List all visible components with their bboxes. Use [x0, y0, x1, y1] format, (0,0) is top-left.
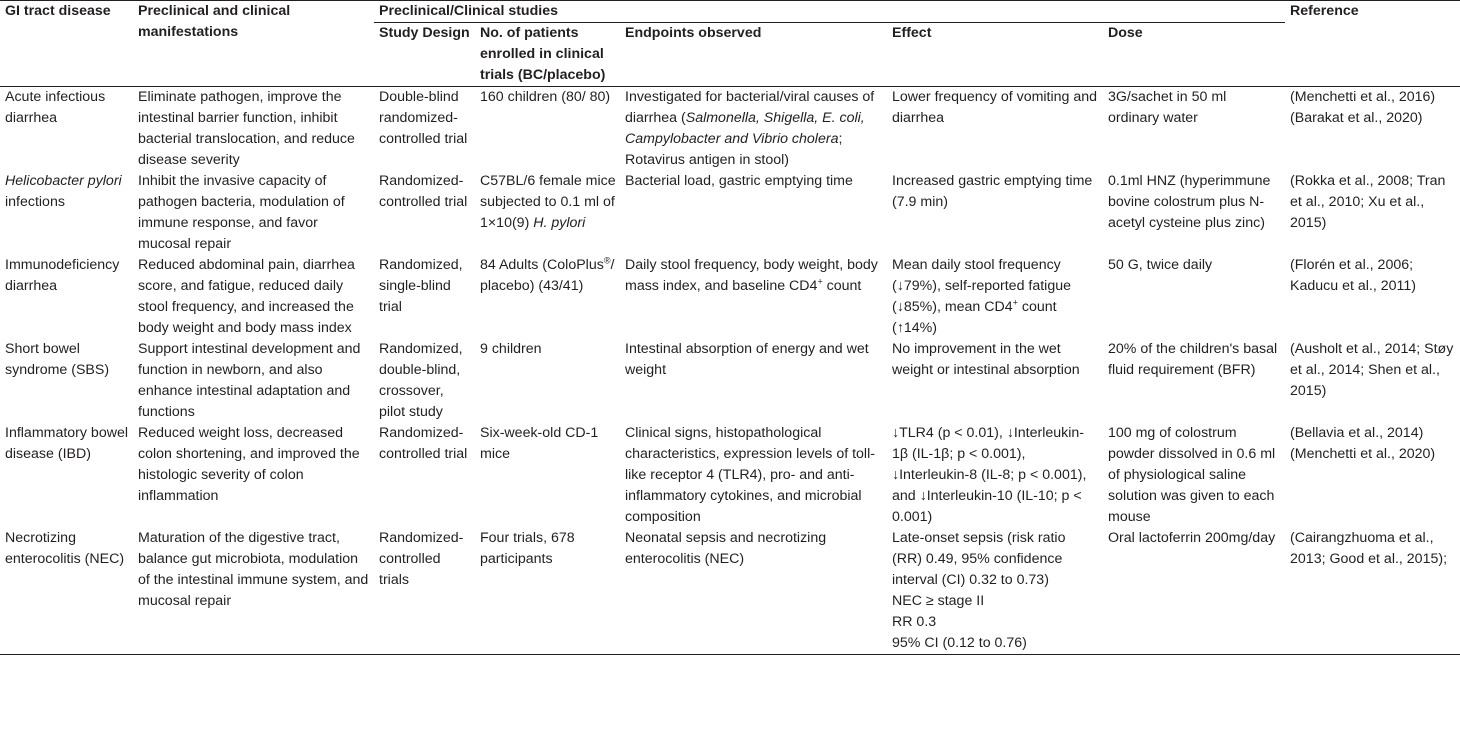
table-row: [0, 87, 1460, 172]
cell-endpoints: Intestinal absorption of energy and wet weight: [625, 341, 869, 378]
cell-dose: 20% of the children's basal fluid requirement (BFR): [1108, 341, 1278, 378]
cell-effect: No improvement in the wet weight or intestinal absorption: [892, 341, 1080, 378]
effect-line: 95% CI (0.12 to 0.76): [892, 635, 1027, 651]
cell-disease: Inflammatory bowel disease (IBD): [5, 425, 129, 462]
table-row: [0, 423, 1460, 528]
cell-patients: [475, 171, 620, 255]
reference-link[interactable]: Xu et al., 2015): [1290, 194, 1425, 231]
header-endpoints: Endpoints observed: [625, 25, 762, 41]
cell-design: Randomized-controlled trial: [379, 173, 468, 210]
cell-reference: [1285, 528, 1460, 655]
header-gi-tract-disease: GI tract disease: [0, 1, 133, 87]
cell-endpoints: Neonatal sepsis and necrotizing enterocolitis (NEC): [620, 528, 887, 655]
cell-design: Randomized-controlled trial: [379, 425, 468, 462]
endpoints-pathogens: Salmonella, Shigella, E. coli, Campylobacter and Vibrio cholera: [625, 110, 865, 147]
cell-effect: ↓TLR4 (p < 0.01), ↓Interleukin-1β (IL-1β; p < 0.001), ↓Interleukin-8 (IL-8; p < 0.001), and ↓Interleukin-10 (IL-10; p < 0.001): [892, 425, 1087, 525]
cell-manifestations: Support intestinal development and function in newborn, and also enhance intestinal adaptation and functions: [138, 341, 361, 420]
endpoints-text: Daily stool frequency, body weight, body mass index, and baseline CD4: [625, 257, 878, 294]
cell-manifestations: Reduced weight loss, decreased colon shortening, and improved the histologic severity of colon inflammation: [138, 425, 360, 504]
registered-mark: ®: [603, 255, 611, 266]
cell-patients: 9 children: [480, 341, 542, 357]
disease-species: Helicobacter pylori: [5, 173, 122, 189]
header-studies-group: Preclinical/Clinical studies: [374, 1, 1285, 23]
effect-line: NEC ≥ stage II: [892, 593, 985, 609]
cell-manifestations: Eliminate pathogen, improve the intestinal barrier function, inhibit bacterial translocation, and reduce disease severity: [133, 87, 374, 172]
cell-disease: Short bowel syndrome (SBS): [5, 341, 110, 378]
effect-text: Mean daily stool frequency (↓79%), self-reported fatigue (↓85%), mean CD4: [892, 257, 1072, 315]
reference-link[interactable]: Støy et al., 2014;: [1290, 341, 1454, 378]
reference-link[interactable]: Shen et al., 2015): [1290, 362, 1440, 399]
effect-line: RR 0.3: [892, 614, 937, 630]
superscript-plus: +: [1012, 297, 1018, 308]
cell-dose: 0.1ml HNZ (hyperimmune bovine colostrum plus N-acetyl cysteine plus zinc): [1108, 173, 1271, 231]
reference-link[interactable]: Tran et al., 2010;: [1290, 173, 1446, 210]
patients-text: C57BL/6 female mice subjected to 0.1 ml of 1×10(9): [480, 173, 616, 231]
reference-link[interactable]: (Menchetti et al., 2020): [1290, 446, 1436, 462]
effect-line: Late-onset sepsis (risk ratio (RR) 0.49, 95% confidence interval (CI) 0.32 to 0.73): [892, 530, 1066, 588]
table-row: [0, 339, 1460, 423]
endpoints-text-end: count: [822, 278, 862, 294]
cell-reference: [1285, 87, 1460, 172]
header-study-design: Study Design: [379, 25, 470, 41]
table-row: [0, 528, 1460, 655]
endpoints-text: Investigated for bacterial/viral causes of diarrhea (: [625, 89, 875, 126]
header-dose: Dose: [1108, 25, 1143, 41]
effect-text-end: count (↑14%): [892, 299, 1057, 336]
cell-design: Double-blind randomized-controlled trial: [374, 87, 475, 172]
cell-patients: Six-week-old CD-1 mice: [480, 425, 599, 462]
cell-dose: 50 G, twice daily: [1108, 257, 1213, 273]
cell-effect: Lower frequency of vomiting and diarrhea: [887, 87, 1103, 172]
cell-patients: Four trials, 678 participants: [475, 528, 620, 655]
cell-manifestations: Maturation of the digestive tract, balance gut microbiota, modulation of the intestinal immune system, and mucosal repair: [133, 528, 374, 655]
header-manifestations: Preclinical and clinical manifestations: [133, 1, 374, 87]
reference-link[interactable]: (Florén et al., 2006;: [1290, 257, 1414, 273]
reference-link[interactable]: Good et al., 2015);: [1329, 551, 1448, 567]
cell-reference: [1285, 423, 1460, 528]
disease-text: infections: [5, 194, 65, 210]
cell-design: Randomized, double-blind, crossover, pilot study: [379, 341, 463, 420]
reference-link[interactable]: (Barakat et al., 2020): [1290, 110, 1423, 126]
cell-endpoints: [620, 87, 887, 172]
table-row: [0, 171, 1460, 255]
header-reference: Reference: [1285, 1, 1460, 87]
cell-disease: Acute infectious diarrhea: [0, 87, 133, 172]
cell-dose: 3G/sachet in 50 ml ordinary water: [1103, 87, 1285, 172]
cell-manifestations: Inhibit the invasive capacity of pathogen bacteria, modulation of immune response, and favor mucosal repair: [138, 173, 345, 252]
cell-manifestations: Reduced abdominal pain, diarrhea score, and fatigue, reduced daily stool frequency, and increased the body weight and body mass index: [138, 257, 355, 336]
endpoints-text-end: ; Rotavirus antigen in stool): [625, 131, 843, 168]
reference-link[interactable]: Kaducu et al., 2011): [1290, 278, 1416, 294]
patients-text: 84 Adults (ColoPlus: [480, 257, 604, 273]
patients-text-end: / placebo) (43/41): [480, 257, 615, 294]
cell-disease: Necrotizing enterocolitis (NEC): [0, 528, 133, 655]
reference-link[interactable]: (Cairangzhuoma et al., 2013;: [1290, 530, 1434, 567]
cell-dose: Oral lactoferrin 200mg/day: [1103, 528, 1285, 655]
reference-link[interactable]: (Rokka et al., 2008;: [1290, 173, 1414, 189]
cell-patients: [475, 255, 620, 339]
cell-reference: [1285, 339, 1460, 423]
cell-reference: [1285, 171, 1460, 255]
cell-endpoints: Bacterial load, gastric emptying time: [625, 173, 853, 189]
cell-effect: [887, 255, 1103, 339]
header-row-1: [0, 1, 1460, 23]
cell-endpoints: Clinical signs, histopathological characteristics, expression levels of toll-like receptor 4 (TLR4), pro- and anti-inflammatory cytokines, and microbial composition: [625, 425, 875, 525]
cell-design: Randomized, single-blind trial: [379, 257, 463, 315]
header-patients: No. of patients enrolled in clinical trials (BC/placebo): [480, 25, 606, 83]
table-row: [0, 255, 1460, 339]
cell-endpoints: [620, 255, 887, 339]
header-effect: Effect: [892, 25, 932, 41]
reference-link[interactable]: (Ausholt et al., 2014;: [1290, 341, 1421, 357]
patients-species: H. pylori: [533, 215, 586, 231]
cell-effect: Increased gastric emptying time (7.9 min): [892, 173, 1093, 210]
cell-dose: 100 mg of colostrum powder dissolved in 0.6 ml of physiological saline solution was given to each mouse: [1108, 425, 1276, 525]
reference-link[interactable]: (Bellavia et al., 2014): [1290, 425, 1424, 441]
reference-link[interactable]: (Menchetti et al., 2016): [1290, 89, 1436, 105]
superscript-plus: +: [817, 276, 823, 287]
cell-reference: [1285, 255, 1460, 339]
cell-disease: [0, 171, 133, 255]
cell-patients: 160 children (80/ 80): [475, 87, 620, 172]
cell-effect: [887, 528, 1103, 655]
cell-design: Randomized-controlled trials: [374, 528, 475, 655]
cell-disease: Immunodeficiency diarrhea: [5, 257, 120, 294]
